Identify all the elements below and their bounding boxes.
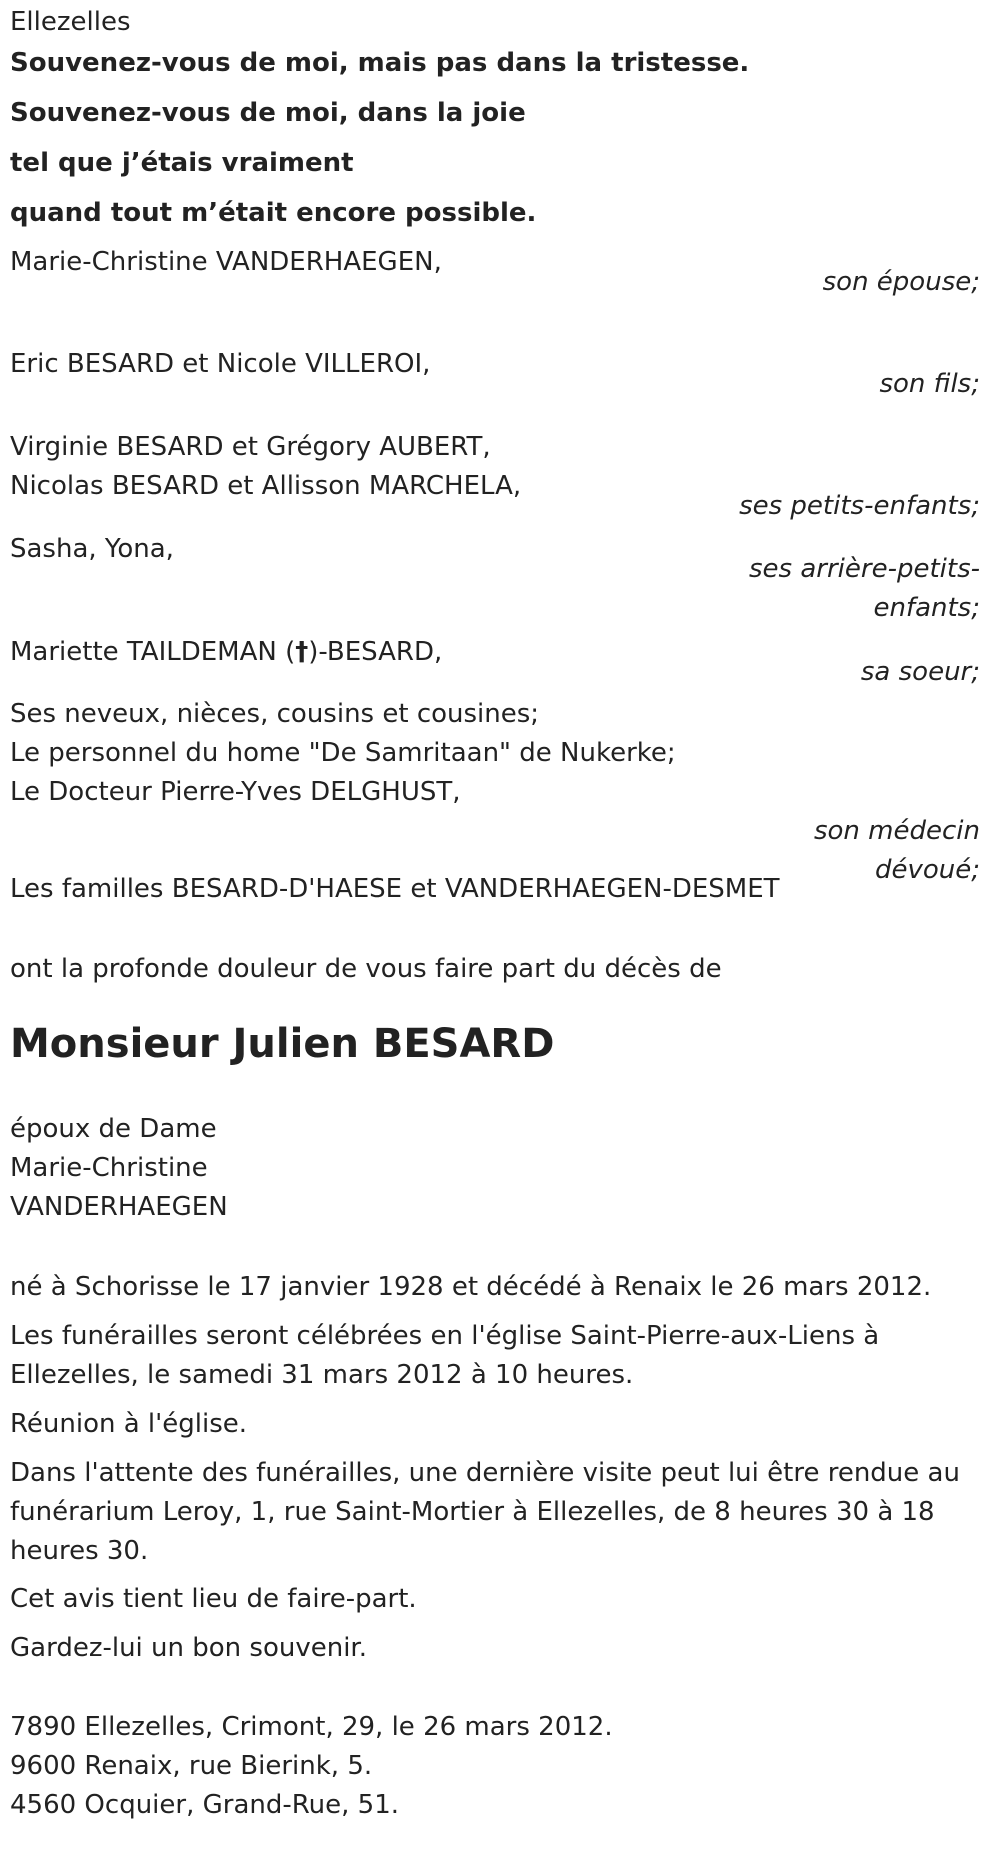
poem-line: Souvenez-vous de moi, dans la joie xyxy=(10,98,526,128)
spouse-line: VANDERHAEGEN xyxy=(10,1192,228,1222)
header-city xyxy=(10,3,990,42)
family-name: Virginie BESARD et Grégory AUBERT, xyxy=(10,432,491,462)
families-line: Les familles BESARD-D'HAESE et VANDERHAEGEN-DESMET xyxy=(10,874,780,904)
deceased-name-block xyxy=(10,1019,990,1069)
details-line: Dans l'attente des funérailles, une dernière visite peut lui être rendue au xyxy=(10,1458,960,1488)
family-role: ses petits-enfants; xyxy=(739,491,980,521)
family-name: Sasha, Yona, xyxy=(10,534,174,564)
spouse-line: époux de Dame xyxy=(10,1114,217,1144)
family-name: Nicolas BESARD et Allisson MARCHELA, xyxy=(10,471,522,501)
poem xyxy=(10,38,990,238)
poem-line: tel que j’étais vraiment xyxy=(10,148,354,178)
family-others xyxy=(10,695,980,890)
announcement xyxy=(10,950,990,989)
details-notice xyxy=(10,1580,990,1619)
deceased-name: Monsieur Julien BESARD xyxy=(10,1021,555,1067)
details-meeting xyxy=(10,1405,990,1444)
details-visit xyxy=(10,1454,990,1571)
family-role: sa soeur; xyxy=(860,657,980,687)
family-role: dévoué; xyxy=(874,855,980,885)
details-line: Cet avis tient lieu de faire-part. xyxy=(10,1584,417,1614)
addresses xyxy=(10,1708,990,1825)
details-memory xyxy=(10,1629,990,1668)
family-name: Eric BESARD et Nicole VILLEROI, xyxy=(10,349,431,379)
family-great-grandchildren xyxy=(10,530,980,628)
families xyxy=(10,870,990,909)
family-role: son médecin xyxy=(813,816,980,846)
family-line: Le Docteur Pierre-Yves DELGHUST, xyxy=(10,777,461,807)
family-name: Marie-Christine VANDERHAEGEN, xyxy=(10,247,442,277)
poem-line: quand tout m’était encore possible. xyxy=(10,198,537,228)
city-label: Ellezelles xyxy=(10,7,131,37)
cross-icon: † xyxy=(295,637,309,667)
family-line: Ses neveux, nièces, cousins et cousines; xyxy=(10,699,540,729)
details-line: Gardez-lui un bon souvenir. xyxy=(10,1633,367,1663)
family-role: ses arrière-petits- xyxy=(749,554,980,584)
family-son xyxy=(10,345,980,404)
spouse-line: Marie-Christine xyxy=(10,1153,208,1183)
announcement-text: ont la profonde douleur de vous faire part du décès de xyxy=(10,954,722,984)
spouse-block xyxy=(10,1110,990,1227)
details-line: Les funérailles seront célébrées en l'église Saint-Pierre-aux-Liens à xyxy=(10,1321,880,1351)
details-line: funérarium Leroy, 1, rue Saint-Mortier à Ellezelles, de 8 heures 30 à 18 xyxy=(10,1497,935,1527)
poem-line: Souvenez-vous de moi, mais pas dans la tristesse. xyxy=(10,48,750,78)
details-birth-death xyxy=(10,1268,990,1307)
sister-name-post: )-BESARD, xyxy=(308,637,443,667)
family-role: son fils; xyxy=(879,369,980,399)
family-line: Le personnel du home "De Samritaan" de Nukerke; xyxy=(10,738,676,768)
family-grandchildren xyxy=(10,428,980,526)
details-line: heures 30. xyxy=(10,1536,149,1566)
details-line: né à Schorisse le 17 janvier 1928 et décédé à Renaix le 26 mars 2012. xyxy=(10,1272,932,1302)
address-line: 4560 Ocquier, Grand-Rue, 51. xyxy=(10,1790,399,1820)
details-line: Réunion à l'église. xyxy=(10,1409,248,1439)
family-role: son épouse; xyxy=(822,267,980,297)
address-line: 7890 Ellezelles, Crimont, 29, le 26 mars 2012. xyxy=(10,1712,613,1742)
sister-name-pre: Mariette TAILDEMAN ( xyxy=(10,637,296,667)
family-sister xyxy=(10,633,980,692)
details-funeral xyxy=(10,1317,990,1395)
family-wife xyxy=(10,243,980,302)
address-line: 9600 Renaix, rue Bierink, 5. xyxy=(10,1751,373,1781)
family-role: enfants; xyxy=(873,593,980,623)
details-line: Ellezelles, le samedi 31 mars 2012 à 10 heures. xyxy=(10,1360,634,1390)
